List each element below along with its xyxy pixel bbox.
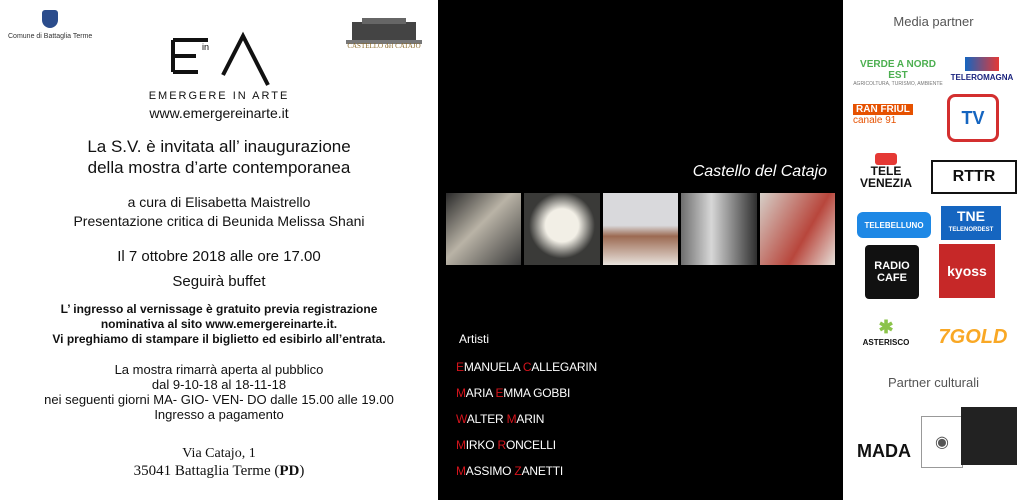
artwork-thumb-5	[760, 193, 835, 265]
asterisco-logo: ✱ ASTERISCO	[862, 317, 910, 347]
address-line-2: 35041 Battaglia Terme (PD)	[133, 463, 305, 479]
castle-logo-text: CASTELLO del CATAJO	[347, 42, 421, 50]
opening-line-2: dal 9-10-18 al 18-11-18	[151, 377, 287, 392]
7gold-logo: 7GOLD	[938, 325, 1008, 348]
svg-text:in: in	[202, 42, 210, 52]
artists-heading: Artisti	[459, 332, 489, 346]
invitation-left-panel	[0, 0, 438, 500]
mada-logo: MADA	[857, 440, 911, 461]
artwork-thumb-3	[603, 193, 678, 265]
tne-logo: TNE TELENORDEST	[941, 206, 1001, 240]
eye-logo-icon: ◉	[921, 416, 963, 468]
logo-subtitle: EMERGERE IN ARTE	[148, 90, 290, 102]
comune-label: Comune di Battaglia Terme	[8, 33, 93, 40]
radio-cafe-logo: RADIO CAFE	[865, 245, 919, 299]
critic-line: Presentazione critica di Beunida Melissa Shani	[73, 213, 365, 229]
artwork-thumb-2	[524, 193, 599, 265]
televenezia-logo: TELE VENEZIA	[851, 148, 921, 194]
book-cover-icon	[961, 407, 1017, 465]
artwork-thumb-1	[446, 193, 521, 265]
artist-name: EMANUELA CALLEGARIN	[456, 360, 597, 374]
coat-of-arms-icon	[42, 10, 58, 28]
kyoss-logo: kyoss	[939, 244, 995, 298]
invite-line-1: La S.V. è invitata all’ inaugurazione	[87, 137, 351, 156]
media-partner-heading: Media partner	[893, 14, 974, 29]
verde-a-nord-est-logo: VERDE A NORD EST AGRICOLTURA, TURISMO, AMBIENTE	[853, 59, 943, 87]
tv-logo-icon: TV	[947, 94, 999, 142]
artist-name: MARIA EMMA GOBBI	[456, 386, 571, 400]
entry-line-2: nominativa al sito www.emergereinarte.it.	[100, 317, 338, 331]
opening-line-1: La mostra rimarrà aperta al pubblico	[114, 362, 324, 377]
artwork-thumb-4	[681, 193, 756, 265]
emergere-in-arte-logo	[168, 30, 278, 90]
artwork-strip	[446, 193, 835, 265]
artist-name: MASSIMO ZANETTI	[456, 464, 564, 478]
entry-line-3: Vi preghiamo di stampare il biglietto ed esibirlo all’entrata.	[52, 332, 386, 346]
buffet-line: Seguirà buffet	[172, 273, 266, 290]
radio-friul-logo: RAN FRIUL canale 91	[853, 98, 933, 132]
invitation-middle-panel	[438, 0, 843, 500]
curator-line: a cura di Elisabetta Maistrello	[127, 194, 311, 210]
telebelluno-logo: TELEBELLUNO	[857, 212, 931, 238]
rttr-logo: RTTR	[931, 160, 1017, 194]
opening-line-4: Ingresso a pagamento	[154, 407, 284, 422]
entry-line-1: L’ ingresso al vernissage è gratuito previa registrazione	[60, 302, 378, 316]
teleromagna-logo: TELEROMAGNA	[947, 52, 1017, 86]
artist-name: MIRKO RONCELLI	[456, 438, 556, 452]
invite-line-2: della mostra d’arte contemporanea	[87, 158, 351, 177]
date-line: Il 7 ottobre 2018 alle ore 17.00	[117, 248, 321, 265]
partners-panel	[843, 0, 1024, 500]
address-line-1: Via Catajo, 1	[182, 446, 256, 461]
castle-title: Castello del Catajo	[692, 163, 827, 180]
website-text: www.emergereinarte.it	[149, 105, 289, 121]
artist-name: WALTER MARIN	[456, 412, 545, 426]
cultural-partner-heading: Partner culturali	[887, 375, 980, 390]
opening-line-3: nei seguenti giorni MA- GIO- VEN- DO dalle 15.00 alle 19.00	[44, 392, 394, 407]
